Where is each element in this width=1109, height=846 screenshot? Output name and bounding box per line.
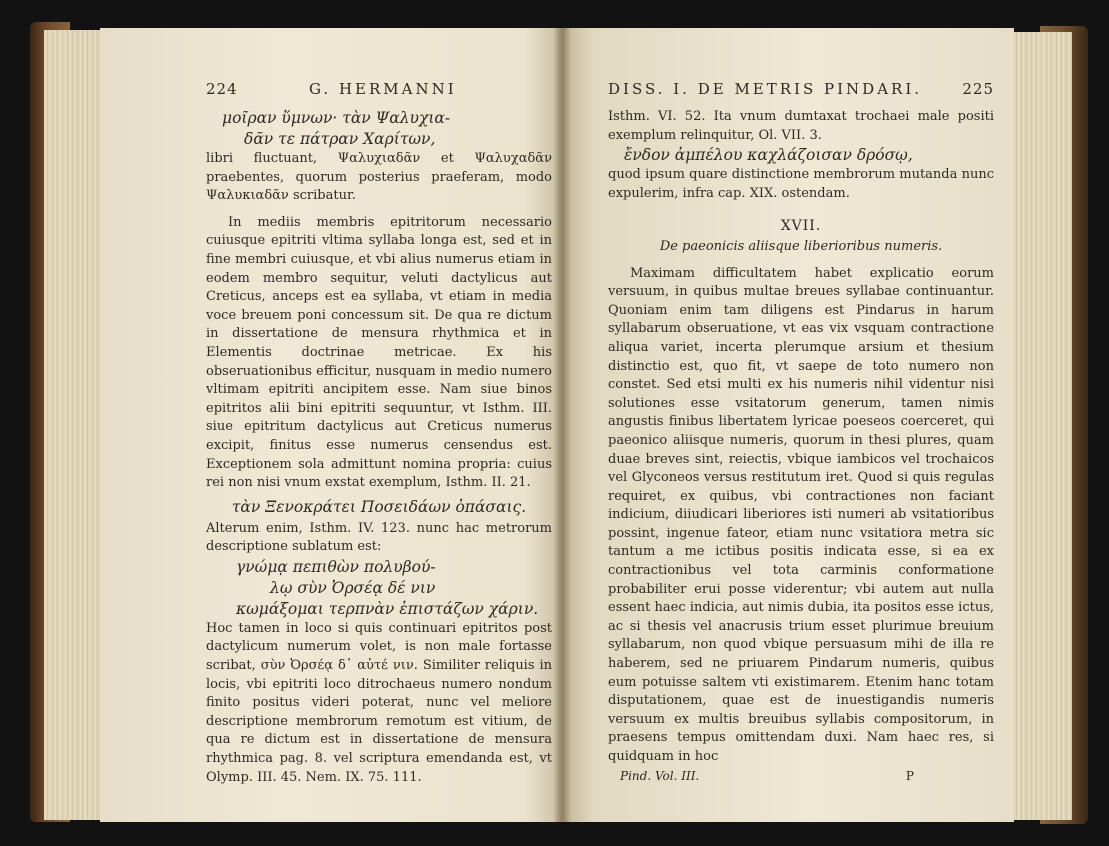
- paragraph: quod ipsum quare distinctione membrorum mutanda nunc expulerim, infra cap. XIX. ostendam.: [608, 167, 994, 201]
- greek-quote-line: κωμάξομαι τερπνὰν ἐπιστάζων χάριν.: [236, 599, 539, 618]
- greek-quote-line: λῳ σὺν Ὀρσέᾳ δέ νιν: [270, 578, 436, 597]
- greek-quote-line: γνώμᾳ πεπιθὼν πολυβού-: [236, 557, 436, 576]
- footer-volume: Pind. Vol. III.: [620, 768, 700, 783]
- paragraph: Hoc tamen in loco si quis continuari epitritos post dactylicum numerum volet, is non male fortasse scribat, σὺν Ὀρσέᾳ δ᾽ αὐτέ νιν. Similiter reliquis in locis, vbi epitriti loco ditrochaeus numero nondum finito positus videri poterat, nunc vel meliore descriptione membrorum remotum est vitium, de qua re dictum est in dissertatione de mensura rhythmica pag. 8. vel scriptura emendanda est, vt Olymp. III. 45. Nem. IX. 75. 111.: [206, 620, 552, 785]
- greek-quote-line: μοῖραν ὕμνων· τὰν Ψαλυχια-: [222, 109, 451, 127]
- right-page-body: [608, 108, 994, 767]
- page-footer: [608, 769, 994, 783]
- paragraph: In mediis membris epitritorum necessario cuiusque epitriti vltima syllaba longa est, sed et in fine membri cuiusque, et vbi alius numerus etiam in eodem membro sequitur, veluti dactylicus aut Creticus, anceps est ea syllaba, vt etiam in media voce breuem poni concessum sit. De qua re dictum in dissertatione de mensura rhythmica et in Elementis doctrinae metricae. Ex his obseruationibus efficitur, nusquam in medio numero vltimam epitriti ancipitem esse. Nam siue binos epitritos alii bini epitriti sequuntur, vt Isthm. III. siue epitritum dactylicus aut Creticus numerus excipit, finitus esse numerus censendus est. Exceptionem sola admittunt nomina propria: cuius rei non nisi vnum exstat exemplum, Isthm. II. 21.: [206, 214, 552, 491]
- section-title: De paeonicis aliisque liberioribus numeris.: [659, 238, 943, 254]
- footer-signature: P: [905, 768, 914, 783]
- greek-quote-line: δᾶν τε πάτραν Χαρίτων,: [244, 130, 436, 148]
- section-number: XVII.: [780, 218, 822, 235]
- paragraph: Isthm. VI. 52. Ita vnum dumtaxat trochaei male positi exemplum relinquitur, Ol. VII. 3.: [608, 109, 994, 143]
- right-running-head: DISS. I. DE METRIS PINDARI.: [608, 80, 923, 98]
- right-page: [562, 28, 1014, 822]
- paragraph: libri fluctuant, Ψαλυχιαδᾶν et Ψαλυχαδᾶν praebentes, quorum posterius praeferam, modo Ψαλυκιαδᾶν scribatur.: [206, 151, 552, 204]
- greek-quote-line: ἔνδον ἀμπέλου καχλάζοισαν δρόσῳ,: [624, 146, 913, 165]
- paragraph: Maximam difficultatem habet explicatio eorum versuum, in quibus multae breues syllabae continuantur. Quoniam enim tam diligens est Pindarus in harum syllabarum obseruatione, vt eas vix vsquam contractione aliqua variet, incerta plerumque arsium et thesium distinctio est, quo fit, vt saepe de toto numero non constet. Sed etsi multi ex his numeris nihil videntur nisi solutiones esse vsitatorum generum, tamen nimis angustis finibus libertatem lyricae poeseos coerceret, qui paeonico aliisque numeris, quorum in thesi plures, quam duae breves sint, reiectis, vbique iambicos vel trochaicos vel Glyconeos versus restitutum iret. Quod si quis regulas requiret, ex quibus, vbi contractiones non faciant indicium, diiudicari liberiores isti numeri ab vsitatioribus possint, ingenue fateor, etiam nunc vsitatiora metra sic tantum a me ictibus positis indicata esse, si ea ex contractionibus vel tota carminis conformatione probabiliter erui posse viderentur; vbi autem aut nulla essent haec indicia, aut nimis dubia, ita positos esse ictus, ac si thesis vel anacrusis trium esset plurimue breuium syllabarum, non quod vbique persuasum mihi de illa re haberem, sed ne priuarem Pindarum numeris, quibus eum potuisse saltem vti existimarem. Etenim hanc totam disputationem, quae est de inuestigandis numeris versuum ex multis breuibus syllabis compositorum, in praesens tempus omittendam duxi. Nam haec res, si quidquam in hoc: [608, 265, 994, 764]
- right-page-header: [608, 80, 994, 108]
- page-edges-left: [44, 30, 104, 820]
- paragraph: Alterum enim, Isthm. IV. 123. nunc hac metrorum descriptione sublatum est:: [206, 520, 552, 555]
- left-page-number: 224: [206, 80, 238, 98]
- greek-quote-line: τὰν Ξενοκράτει Ποσειδάων ὀπάσαις.: [231, 497, 527, 516]
- left-page: [100, 28, 562, 822]
- left-running-head: G. HERMANNI: [308, 80, 457, 98]
- page-edges-right: [1010, 32, 1072, 820]
- book-gutter: [553, 28, 571, 822]
- left-page-header: [206, 80, 552, 108]
- left-page-body: [206, 108, 552, 787]
- right-page-number: 225: [962, 80, 994, 98]
